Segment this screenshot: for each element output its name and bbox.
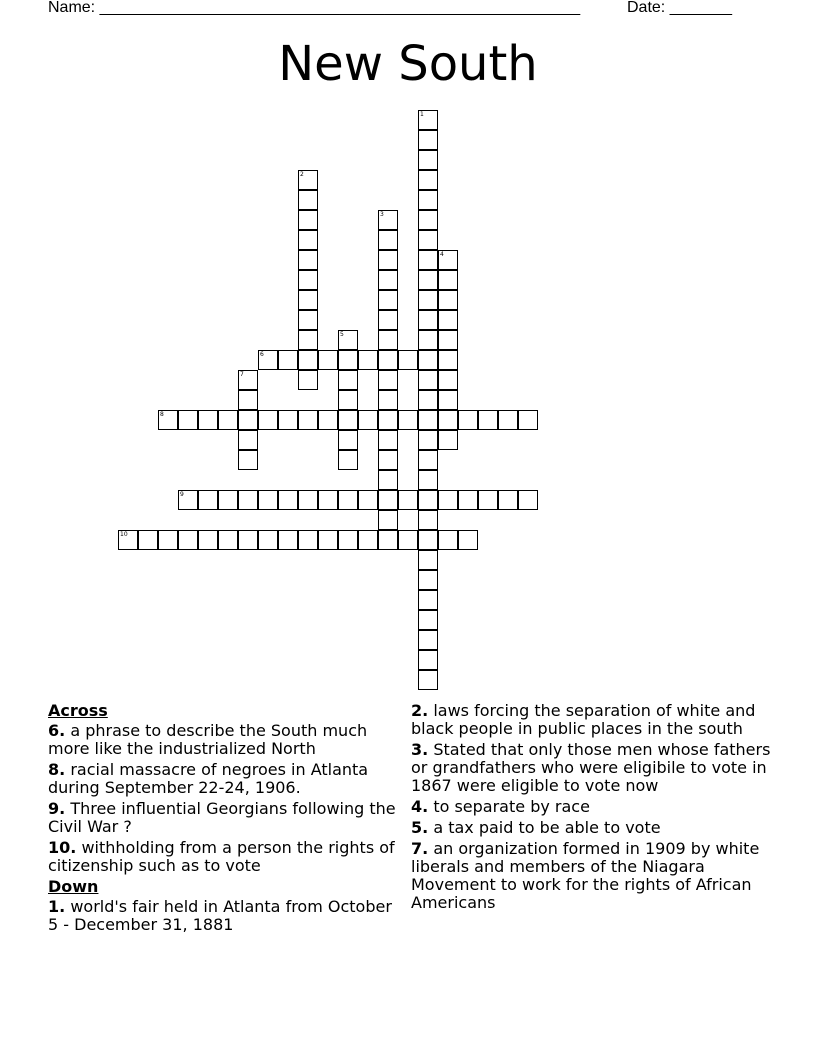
grid-cell[interactable] — [338, 430, 358, 450]
grid-cell[interactable] — [438, 370, 458, 390]
grid-cell[interactable] — [418, 450, 438, 470]
page-title: New South — [278, 36, 538, 92]
clue-across-6 — [48, 722, 400, 758]
down-heading: Down — [48, 877, 99, 896]
grid-cell[interactable] — [438, 350, 458, 370]
grid-cell[interactable] — [378, 450, 398, 470]
clue-text: laws forcing the separation of white and black people in public places in the south — [411, 701, 756, 738]
clues-left-column — [48, 702, 400, 937]
across-heading: Across — [48, 701, 108, 720]
clues-right-column — [411, 702, 771, 915]
clue-text: a tax paid to be able to vote — [433, 818, 661, 837]
grid-cell[interactable] — [438, 430, 458, 450]
grid-cell[interactable] — [338, 330, 358, 350]
grid-cell[interactable] — [438, 270, 458, 290]
grid-cell[interactable] — [258, 410, 278, 430]
grid-cell[interactable] — [498, 490, 518, 510]
grid-cell[interactable] — [338, 530, 358, 550]
grid-cell[interactable] — [238, 370, 258, 390]
grid-cell[interactable] — [418, 330, 438, 350]
grid-cell[interactable] — [318, 490, 338, 510]
grid-cell[interactable] — [478, 410, 498, 430]
grid-cell[interactable] — [338, 410, 358, 430]
grid-cell[interactable] — [378, 530, 398, 550]
grid-cell[interactable] — [378, 310, 398, 330]
grid-cell[interactable] — [378, 410, 398, 430]
grid-cell[interactable] — [378, 330, 398, 350]
grid-cell[interactable] — [378, 430, 398, 450]
grid-cell[interactable] — [218, 530, 238, 550]
grid-cell[interactable] — [358, 530, 378, 550]
grid-cell[interactable] — [418, 210, 438, 230]
grid-cell[interactable] — [418, 490, 438, 510]
grid-cell[interactable] — [358, 410, 378, 430]
clue-down-5 — [411, 819, 771, 837]
clue-number: 3. — [411, 740, 429, 759]
clue-number: 7. — [411, 839, 429, 858]
grid-cell[interactable] — [418, 470, 438, 490]
grid-cell[interactable] — [478, 490, 498, 510]
grid-cell[interactable] — [378, 230, 398, 250]
grid-cell[interactable] — [318, 350, 338, 370]
grid-cell[interactable] — [298, 290, 318, 310]
grid-cell[interactable] — [298, 370, 318, 390]
grid-cell[interactable] — [338, 350, 358, 370]
grid-cell[interactable] — [358, 490, 378, 510]
grid-cell[interactable] — [438, 530, 458, 550]
grid-cell[interactable] — [418, 670, 438, 690]
grid-cell[interactable] — [298, 410, 318, 430]
grid-cell[interactable] — [338, 450, 358, 470]
clue-down-1 — [48, 898, 400, 934]
grid-cell[interactable] — [278, 530, 298, 550]
grid-cell[interactable] — [278, 410, 298, 430]
grid-cell[interactable] — [378, 370, 398, 390]
grid-cell[interactable] — [378, 490, 398, 510]
grid-cell[interactable] — [338, 490, 358, 510]
grid-cell[interactable] — [418, 650, 438, 670]
grid-cell[interactable] — [418, 530, 438, 550]
grid-cell[interactable] — [398, 490, 418, 510]
grid-cell[interactable] — [178, 490, 198, 510]
grid-cell[interactable] — [418, 430, 438, 450]
grid-cell[interactable] — [418, 570, 438, 590]
date-line: Date: _______ — [627, 0, 732, 16]
grid-cell[interactable] — [238, 390, 258, 410]
grid-cell[interactable] — [338, 370, 358, 390]
grid-cell[interactable] — [378, 350, 398, 370]
clue-across-8 — [48, 761, 400, 797]
clue-number: 2. — [411, 701, 429, 720]
grid-cell[interactable] — [418, 550, 438, 570]
clue-text: an organization formed in 1909 by white liberals and members of the Niagara Movement to work for the rights of African Americans — [411, 839, 760, 912]
grid-cell[interactable] — [418, 170, 438, 190]
grid-cell[interactable] — [418, 390, 438, 410]
clue-start-number: 3 — [380, 211, 384, 218]
grid-cell[interactable] — [298, 170, 318, 190]
grid-cell[interactable] — [378, 290, 398, 310]
grid-cell[interactable] — [378, 250, 398, 270]
grid-cell[interactable] — [298, 330, 318, 350]
grid-cell[interactable] — [438, 330, 458, 350]
grid-cell[interactable] — [518, 410, 538, 430]
grid-cell[interactable] — [298, 270, 318, 290]
clue-text: to separate by race — [433, 797, 590, 816]
clue-start-number: 2 — [300, 171, 304, 178]
grid-cell[interactable] — [418, 110, 438, 130]
clue-down-3 — [411, 741, 771, 795]
grid-cell[interactable] — [238, 410, 258, 430]
clue-number: 8. — [48, 760, 66, 779]
clue-start-number: 4 — [440, 251, 444, 258]
grid-cell[interactable] — [378, 210, 398, 230]
grid-cell[interactable] — [298, 250, 318, 270]
grid-cell[interactable] — [438, 390, 458, 410]
grid-cell[interactable] — [398, 410, 418, 430]
grid-cell[interactable] — [438, 290, 458, 310]
grid-cell[interactable] — [298, 190, 318, 210]
grid-cell[interactable] — [258, 530, 278, 550]
clue-start-number: 6 — [260, 351, 264, 358]
clue-number: 10. — [48, 838, 77, 857]
grid-cell[interactable] — [458, 410, 478, 430]
grid-cell[interactable] — [178, 410, 198, 430]
grid-cell[interactable] — [398, 530, 418, 550]
clue-number: 4. — [411, 797, 429, 816]
grid-cell[interactable] — [438, 310, 458, 330]
grid-cell[interactable] — [418, 250, 438, 270]
grid-cell[interactable] — [258, 350, 278, 370]
grid-cell[interactable] — [238, 490, 258, 510]
grid-cell[interactable] — [298, 310, 318, 330]
clue-text: withholding from a person the rights of citizenship such as to vote — [48, 838, 395, 875]
grid-cell[interactable] — [218, 410, 238, 430]
grid-cell[interactable] — [418, 610, 438, 630]
grid-cell[interactable] — [158, 410, 178, 430]
grid-cell[interactable] — [298, 230, 318, 250]
grid-cell[interactable] — [218, 490, 238, 510]
grid-cell[interactable] — [418, 630, 438, 650]
grid-cell[interactable] — [258, 490, 278, 510]
clue-across-9 — [48, 800, 400, 836]
grid-cell[interactable] — [418, 270, 438, 290]
grid-cell[interactable] — [298, 350, 318, 370]
grid-cell[interactable] — [198, 530, 218, 550]
grid-cell[interactable] — [398, 350, 418, 370]
grid-cell[interactable] — [518, 490, 538, 510]
clue-text: a phrase to describe the South much more like the industrialized North — [48, 721, 368, 758]
grid-cell[interactable] — [138, 530, 158, 550]
grid-cell[interactable] — [238, 430, 258, 450]
grid-cell[interactable] — [198, 490, 218, 510]
grid-cell[interactable] — [418, 370, 438, 390]
grid-cell[interactable] — [418, 190, 438, 210]
clue-number: 1. — [48, 897, 66, 916]
grid-cell[interactable] — [378, 470, 398, 490]
grid-cell[interactable] — [298, 530, 318, 550]
clue-down-7 — [411, 840, 771, 912]
clue-start-number: 8 — [160, 411, 164, 418]
grid-cell[interactable] — [418, 290, 438, 310]
grid-cell[interactable] — [238, 450, 258, 470]
grid-cell[interactable] — [498, 410, 518, 430]
grid-cell[interactable] — [318, 410, 338, 430]
grid-cell[interactable] — [158, 530, 178, 550]
clue-text: Stated that only those men whose fathers or grandfathers who were eligibile to vote in 1867 were eligible to vote now — [411, 740, 771, 795]
clue-text: world's fair held in Atlanta from October 5 - December 31, 1881 — [48, 897, 392, 934]
grid-cell[interactable] — [418, 130, 438, 150]
clue-down-4 — [411, 798, 771, 816]
clue-start-number: 10 — [120, 531, 128, 538]
grid-cell[interactable] — [298, 210, 318, 230]
clue-number: 6. — [48, 721, 66, 740]
grid-cell[interactable] — [358, 350, 378, 370]
grid-cell[interactable] — [458, 490, 478, 510]
grid-cell[interactable] — [238, 530, 258, 550]
grid-cell[interactable] — [118, 530, 138, 550]
grid-cell[interactable] — [458, 530, 478, 550]
grid-cell[interactable] — [438, 250, 458, 270]
grid-cell[interactable] — [338, 390, 358, 410]
grid-cell[interactable] — [438, 490, 458, 510]
name-line: Name: ______________________________________________________ — [48, 0, 581, 16]
grid-cell[interactable] — [178, 530, 198, 550]
clue-number: 5. — [411, 818, 429, 837]
clue-start-number: 1 — [420, 111, 424, 118]
grid-cell[interactable] — [438, 410, 458, 430]
clue-text: racial massacre of negroes in Atlanta during September 22-24, 1906. — [48, 760, 369, 797]
clue-text: Three influential Georgians following the Civil War ? — [48, 799, 396, 836]
grid-cell[interactable] — [418, 230, 438, 250]
grid-cell[interactable] — [418, 510, 438, 530]
grid-cell[interactable] — [318, 530, 338, 550]
clue-start-number: 5 — [340, 331, 344, 338]
grid-cell[interactable] — [378, 510, 398, 530]
clue-start-number: 7 — [240, 371, 244, 378]
grid-cell[interactable] — [378, 270, 398, 290]
grid-cell[interactable] — [298, 490, 318, 510]
grid-cell[interactable] — [418, 150, 438, 170]
clue-start-number: 9 — [180, 491, 184, 498]
grid-cell[interactable] — [378, 390, 398, 410]
grid-cell[interactable] — [278, 490, 298, 510]
clue-across-10 — [48, 839, 400, 875]
clue-number: 9. — [48, 799, 66, 818]
grid-cell[interactable] — [198, 410, 218, 430]
grid-cell[interactable] — [418, 410, 438, 430]
clue-down-2 — [411, 702, 771, 738]
grid-cell[interactable] — [418, 310, 438, 330]
grid-cell[interactable] — [278, 350, 298, 370]
grid-cell[interactable] — [418, 590, 438, 610]
grid-cell[interactable] — [418, 350, 438, 370]
